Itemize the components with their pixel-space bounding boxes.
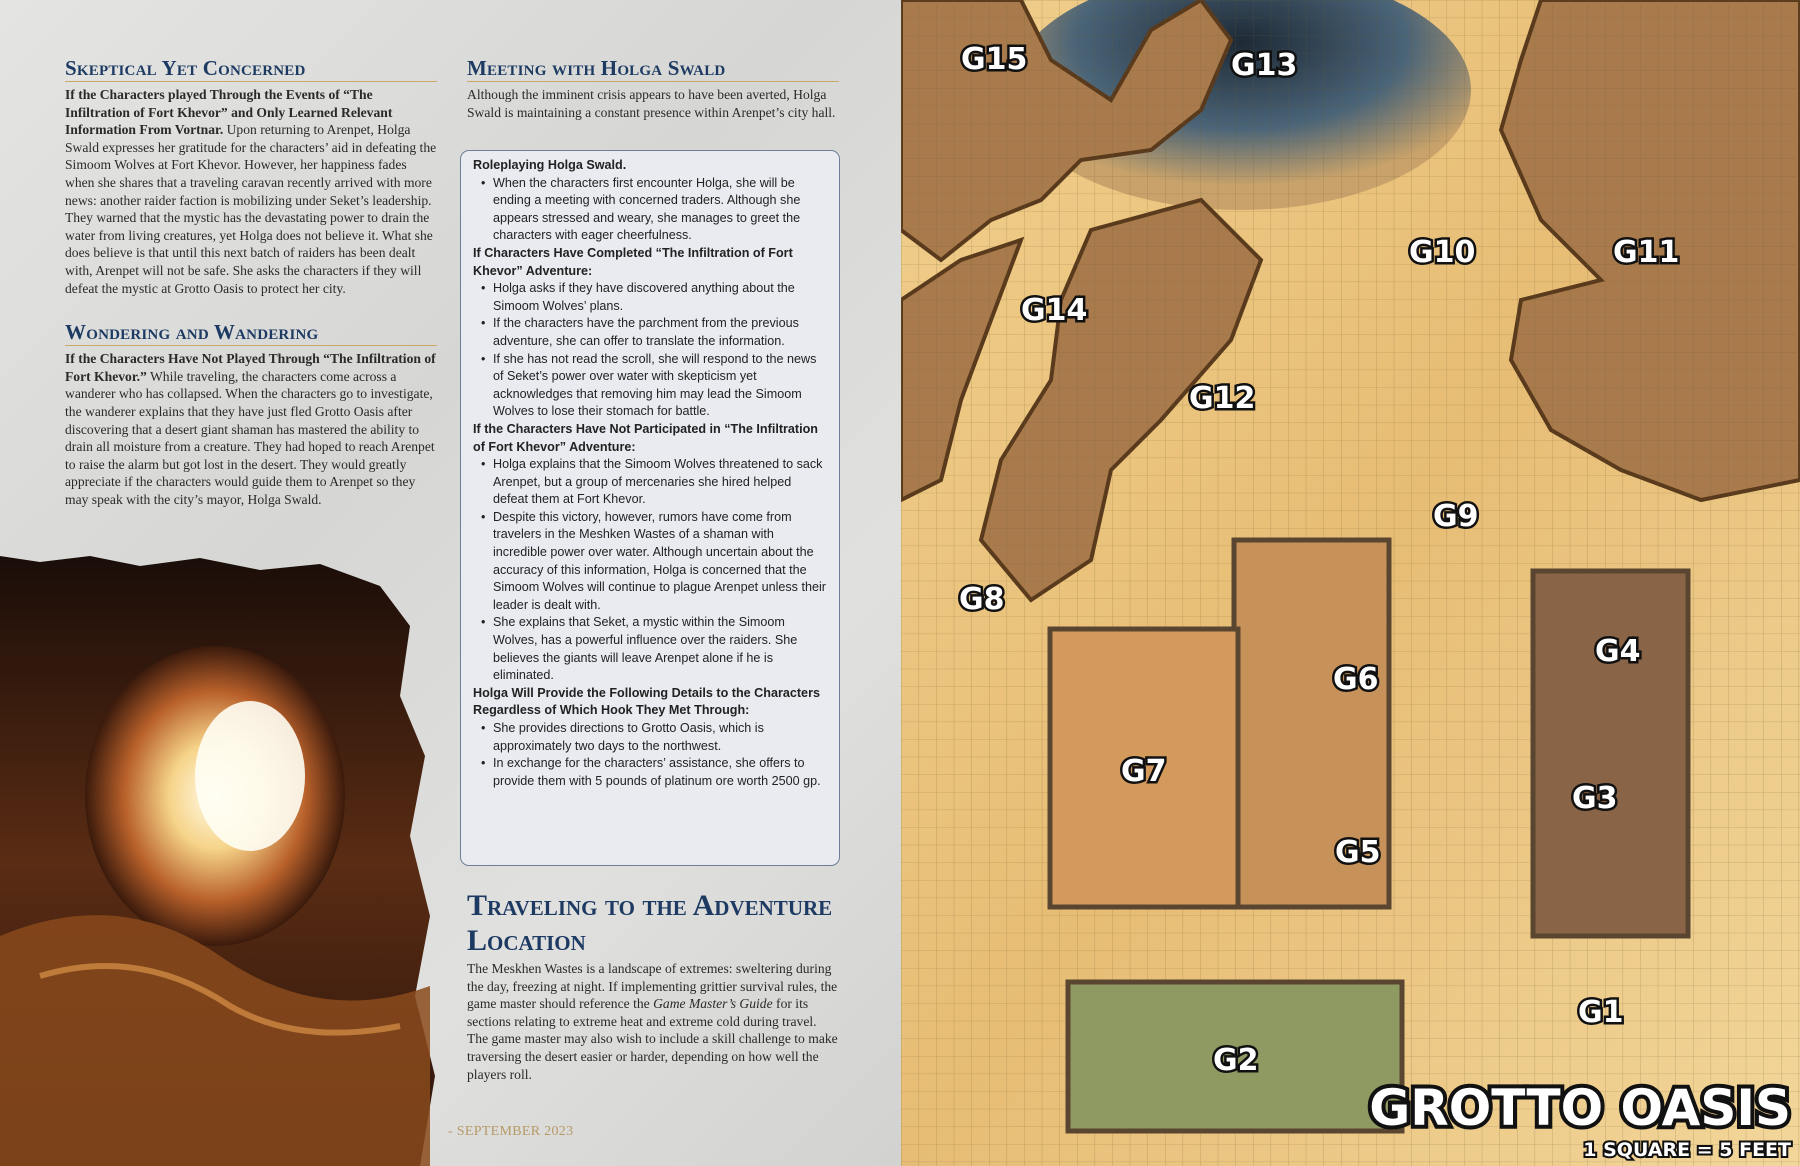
body-text: for its sections relating to extreme heat and extreme cold during travel. The game master may also wish to include a skill challenge to make traversing the desert easier or harder, depending on how well the players roll.: [467, 996, 838, 1082]
lead-in: If the Characters played Through the Events of “The Infiltration of Fort Khevor” and Only Learned Relevant Information From Vortnar.: [65, 87, 393, 138]
traveling-section: [467, 888, 839, 1083]
label-g9: G9: [1433, 499, 1479, 534]
body-text: Upon returning to Arenpet, Holga Swald expresses her gratitude for the characters’ aid in defeating the Simoom Wolves at Fort Khevor. However, her happiness fades when she shares that a traveling caravan recently arrived with more news: another raider faction is mobilizing under Seket’s leadership. They warned that the mystic has the devastating power to drain the water from living creatures, yet Holga does not believe it. What she does believe is that until this next batch of raiders has been dealt with, Arenpet will not be safe. She asks the characters if they will defeat the mystic at Grotto Oasis to protect her city.: [65, 122, 437, 296]
sidebar-group: [473, 245, 829, 421]
lead-in: If the Characters Have Not Played Through “The Infiltration of Fort Khevor.”: [65, 351, 436, 384]
bullet-item: • Holga asks if they have discovered anything about the Simoom Wolves’ plans.: [481, 280, 829, 315]
sidebar-heading: If Characters Have Completed “The Infiltration of Fort Khevor” Adventure:: [473, 245, 793, 278]
cave-illustration: [0, 556, 440, 1166]
sidebar-heading: Holga Will Provide the Following Details to the Characters Regardless of Which Hook They Met Through:: [473, 685, 820, 718]
book-title: Game Master’s Guide: [653, 996, 773, 1012]
grotto-oasis-map: [901, 0, 1800, 1166]
label-g12: G12: [1189, 381, 1256, 416]
left-column: [65, 56, 437, 508]
label-g6: G6: [1333, 662, 1379, 697]
right-column: [467, 56, 839, 121]
paragraph-meeting: Although the imminent crisis appears to have been averted, Holga Swald is maintaining a constant presence within Arenpet’s city hall.: [467, 87, 836, 120]
map-scale: 1 SQUARE = 5 FEET: [1583, 1139, 1791, 1161]
label-g14: G14: [1021, 293, 1088, 328]
heading-skeptical-yet-concerned: Skeptical Yet Concerned: [65, 56, 437, 82]
sidebar-roleplaying-box: [460, 150, 840, 866]
label-g5: G5: [1335, 835, 1381, 870]
body-text: While traveling, the characters come across a wanderer who has collapsed. When the characters go to investigate, the wanderer explains that they have just fled Grotto Oasis after discovering that a desert giant shaman has mastered the ability to drain all moisture from a creature. They had hoped to reach Arenpet to raise the alarm but got lost in the desert. They would greatly appreciate if the characters would guide them to Arenpet so they may speak with the city’s mayor, Holga Swald.: [65, 368, 435, 507]
label-g10: G10: [1409, 235, 1476, 270]
sidebar-group: [473, 685, 829, 791]
label-g15: G15: [961, 42, 1028, 77]
heading-traveling: Traveling to the Adventure Location: [467, 889, 833, 957]
sidebar-heading: If the Characters Have Not Participated in “The Infiltration of Fort Khevor” Adventure:: [473, 421, 818, 454]
sidebar-heading: Roleplaying Holga Swald.: [473, 158, 627, 172]
bullet-item: • In exchange for the characters’ assistance, she offers to provide them with 5 pounds of platinum ore worth 2500 gp.: [481, 755, 829, 790]
body-text: The Meskhen Wastes is a landscape of extremes: sweltering during the day, freezing at night. If implementing grittier survival rules, the game master should reference the: [467, 961, 838, 1012]
bullet-item: • When the characters first encounter Holga, she will be ending a meeting with concerned traders. Although she appears stressed and weary, she manages to greet the characters with eager cheerfulness.: [481, 175, 829, 245]
label-g1: G1: [1578, 995, 1624, 1030]
label-g2: G2: [1213, 1043, 1259, 1078]
label-g8: G8: [959, 582, 1005, 617]
bullet-item: • Despite this victory, however, rumors have come from travelers in the Meshken Wastes of a shaman with incredible power over water. Although uncertain about the accuracy of this information, Holga is concerned that the Simoom Wolves will continue to plague Arenpet unless their leader is dealt with.: [481, 509, 829, 615]
heading-wondering-and-wandering: Wondering and Wandering: [65, 320, 437, 346]
label-g7: G7: [1121, 754, 1167, 789]
paragraph-traveling: [467, 960, 839, 1083]
map-title: GROTTO OASIS: [1369, 1079, 1791, 1137]
label-g13: G13: [1231, 48, 1298, 83]
paragraph-skeptical: [65, 86, 437, 297]
sidebar-group: [473, 421, 829, 685]
bullet-item: • She explains that Seket, a mystic within the Simoom Wolves, has a powerful influence over the raiders. She believes the giants will leave Arenpet alone if he is eliminated.: [481, 614, 829, 684]
label-g11: G11: [1613, 235, 1680, 270]
sidebar-group: [473, 157, 829, 245]
label-g3: G3: [1572, 781, 1618, 816]
heading-meeting-with-holga: Meeting with Holga Swald: [467, 56, 839, 82]
bullet-item: • Holga explains that the Simoom Wolves threatened to sack Arenpet, but a group of mercenaries she hired helped defeat them at Fort Khevor.: [481, 456, 829, 509]
label-g4: G4: [1595, 634, 1641, 669]
building-g4-g3: [1533, 571, 1688, 936]
bullet-item: • She provides directions to Grotto Oasis, which is approximately two days to the northwest.: [481, 720, 829, 755]
paragraph-wandering: [65, 350, 437, 508]
bullet-item: • If she has not read the scroll, she will respond to the news of Seket’s power over water with skepticism yet acknowledges that removing him may lead the Simoom Wolves to lose their stomach for battle.: [481, 351, 829, 421]
page-footer: - SEPTEMBER 2023: [448, 1124, 574, 1139]
bullet-item: • If the characters have the parchment from the previous adventure, she can offer to translate the information.: [481, 315, 829, 350]
